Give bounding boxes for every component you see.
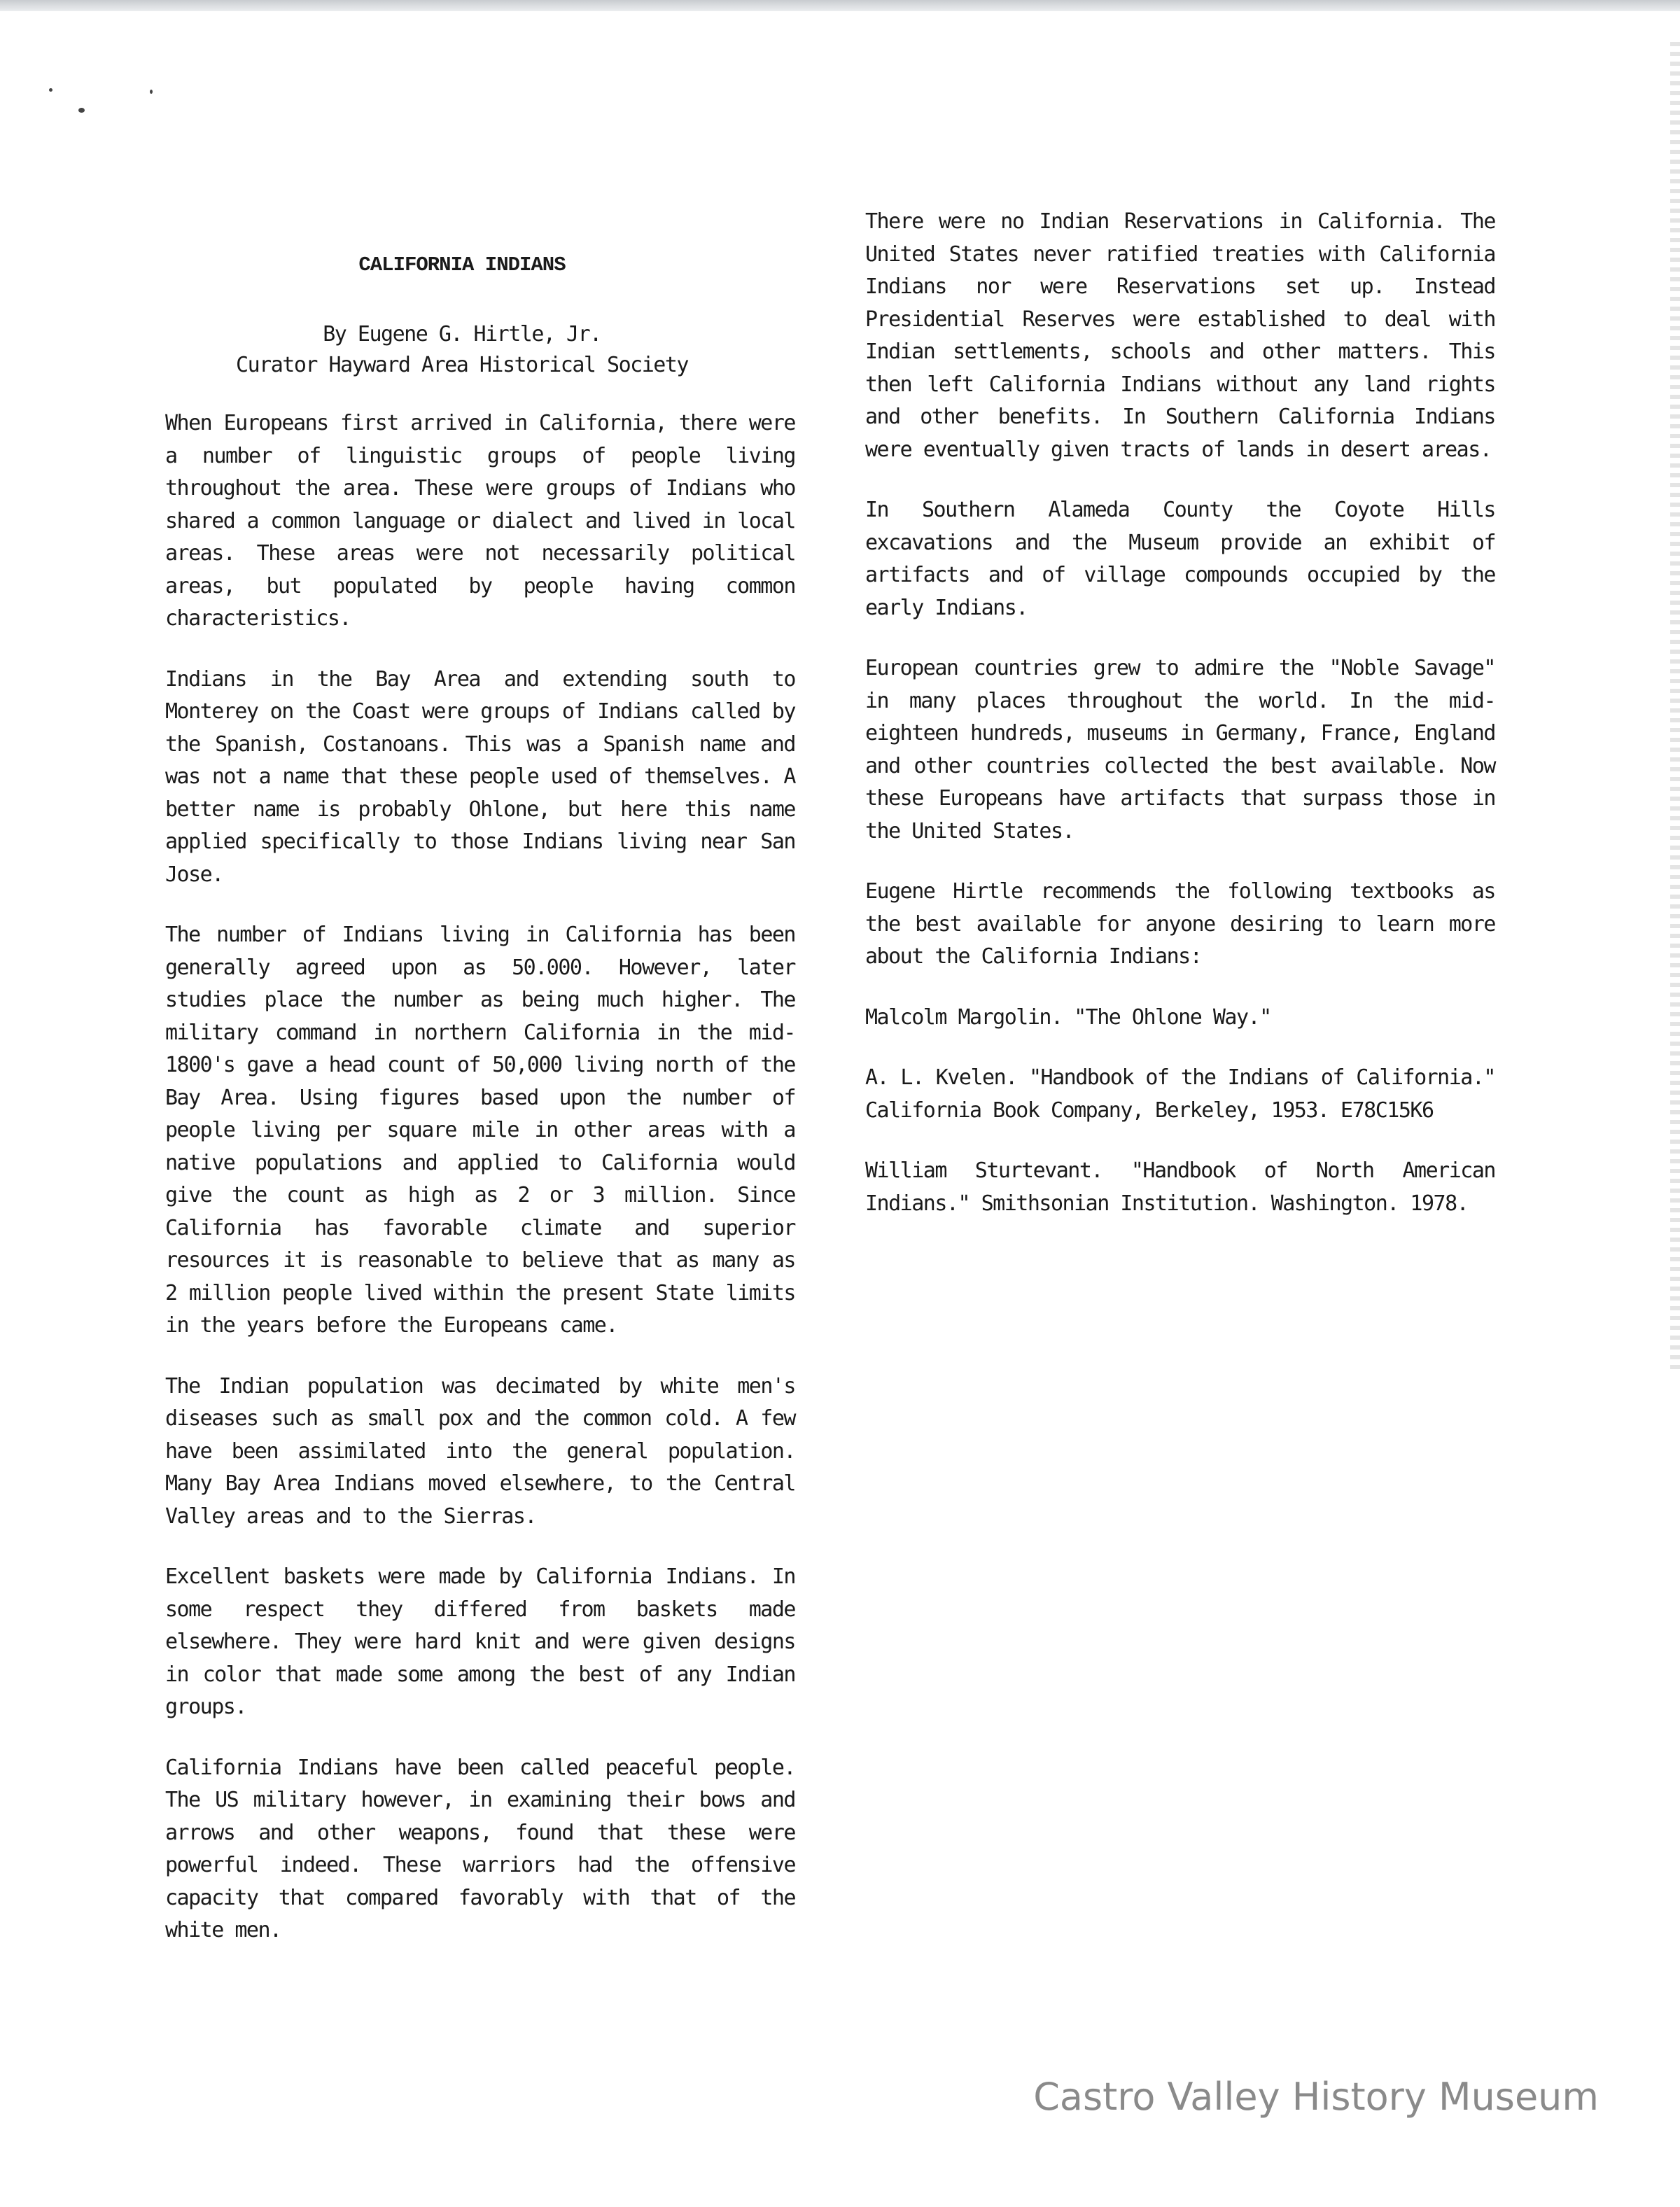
speck xyxy=(78,108,85,113)
byline xyxy=(182,319,742,381)
paragraph: When Europeans first arrived in California, there were a number of linguistic groups of people living throughout the area. These were groups of Indians who shared a common language or dialect and lived in local areas. These areas were not necessarily political areas, but populated by people having common characteristics. xyxy=(165,411,795,631)
reference-item: A. L. Kvelen. "Handbook of the Indians of California." California Book Company, Berkeley, 1953. E78C15K6 xyxy=(865,1065,1495,1123)
paragraph: In Southern Alameda County the Coyote Hills excavations and the Museum provide an exhibit of artifacts and of village compounds occupied by the early Indians. xyxy=(865,498,1495,620)
paragraph: Excellent baskets were made by California Indians. In some respect they differed from baskets made elsewhere. They were hard knit and were given designs in color that made some among the best of any Indian groups. xyxy=(165,1564,795,1719)
paragraph: California Indians have been called peaceful people. The US military however, in examining their bows and arrows and other weapons, found that these were powerful indeed. These warriors had the offensive capacity that compared favorably with that of the white men. xyxy=(165,1755,795,1942)
page-title: CALIFORNIA INDIANS xyxy=(358,253,566,276)
scan-right-edge xyxy=(1670,42,1680,1372)
author-line: By Eugene G. Hirtle, Jr. xyxy=(323,322,601,346)
paragraph: The number of Indians living in California has been generally agreed upon as 50.000. However, later studies place the number as being much higher. The military command in northern California in the mid-1800's gave a head count of 50,000 living north of the Bay Area. Using figures based upon the number of people living per square mile in other areas with a native populations and applied to California would give the count as high as 2 or 3 million. Since California has favorable climate and superior resources it is reasonable to believe that as many as 2 million people lived within the present State limits in the years before the Europeans came. xyxy=(165,923,795,1338)
paragraph: The Indian population was decimated by white men's diseases such as small pox and the common cold. A few have been assimilated into the general population. Many Bay Area Indians moved elsewhere, to the Central Valley areas and to the Sierras. xyxy=(165,1373,795,1529)
affiliation-line: Curator Hayward Area Historical Society xyxy=(236,353,688,377)
paragraph: Indians in the Bay Area and extending south to Monterey on the Coast were groups of Indians called by the Spanish, Costanoans. This was a Spanish name and was not a name that these people used of themselves. A better name is probably Ohlone, but here this name applied specifically to those Indians living near San Jose. xyxy=(165,666,795,887)
scan-top-edge xyxy=(0,0,1680,11)
paragraph: European countries grew to admire the "Noble Savage" in many places throughout the world. In the mid-eighteen hundreds, museums in Germany, France, England and other countries collected the best available. Now these Europeans have artifacts that surpass those in the United States. xyxy=(865,656,1495,843)
left-column xyxy=(165,407,795,1975)
paragraph: There were no Indian Reservations in California. The United States never ratified treaties with California Indians nor were Reservations set up. Instead Presidential Reserves were established to deal with Indian settlements, schools and other matters. This then left California Indians without any land rights and other benefits. In Southern California Indians were eventually given tracts of lands in desert areas. xyxy=(865,209,1495,462)
paragraph: Eugene Hirtle recommends the following textbooks as the best available for anyone desiring to learn more about the California Indians: xyxy=(865,879,1495,969)
right-column xyxy=(865,206,1495,1248)
museum-watermark: Castro Valley History Museum xyxy=(1033,2075,1599,2119)
speck xyxy=(49,88,52,92)
reference-item: Malcolm Margolin. "The Ohlone Way." xyxy=(865,1004,1271,1030)
reference-item: William Sturtevant. "Handbook of North American Indians." Smithsonian Institution. Washington. 1978. xyxy=(865,1158,1495,1216)
speck xyxy=(150,90,153,94)
